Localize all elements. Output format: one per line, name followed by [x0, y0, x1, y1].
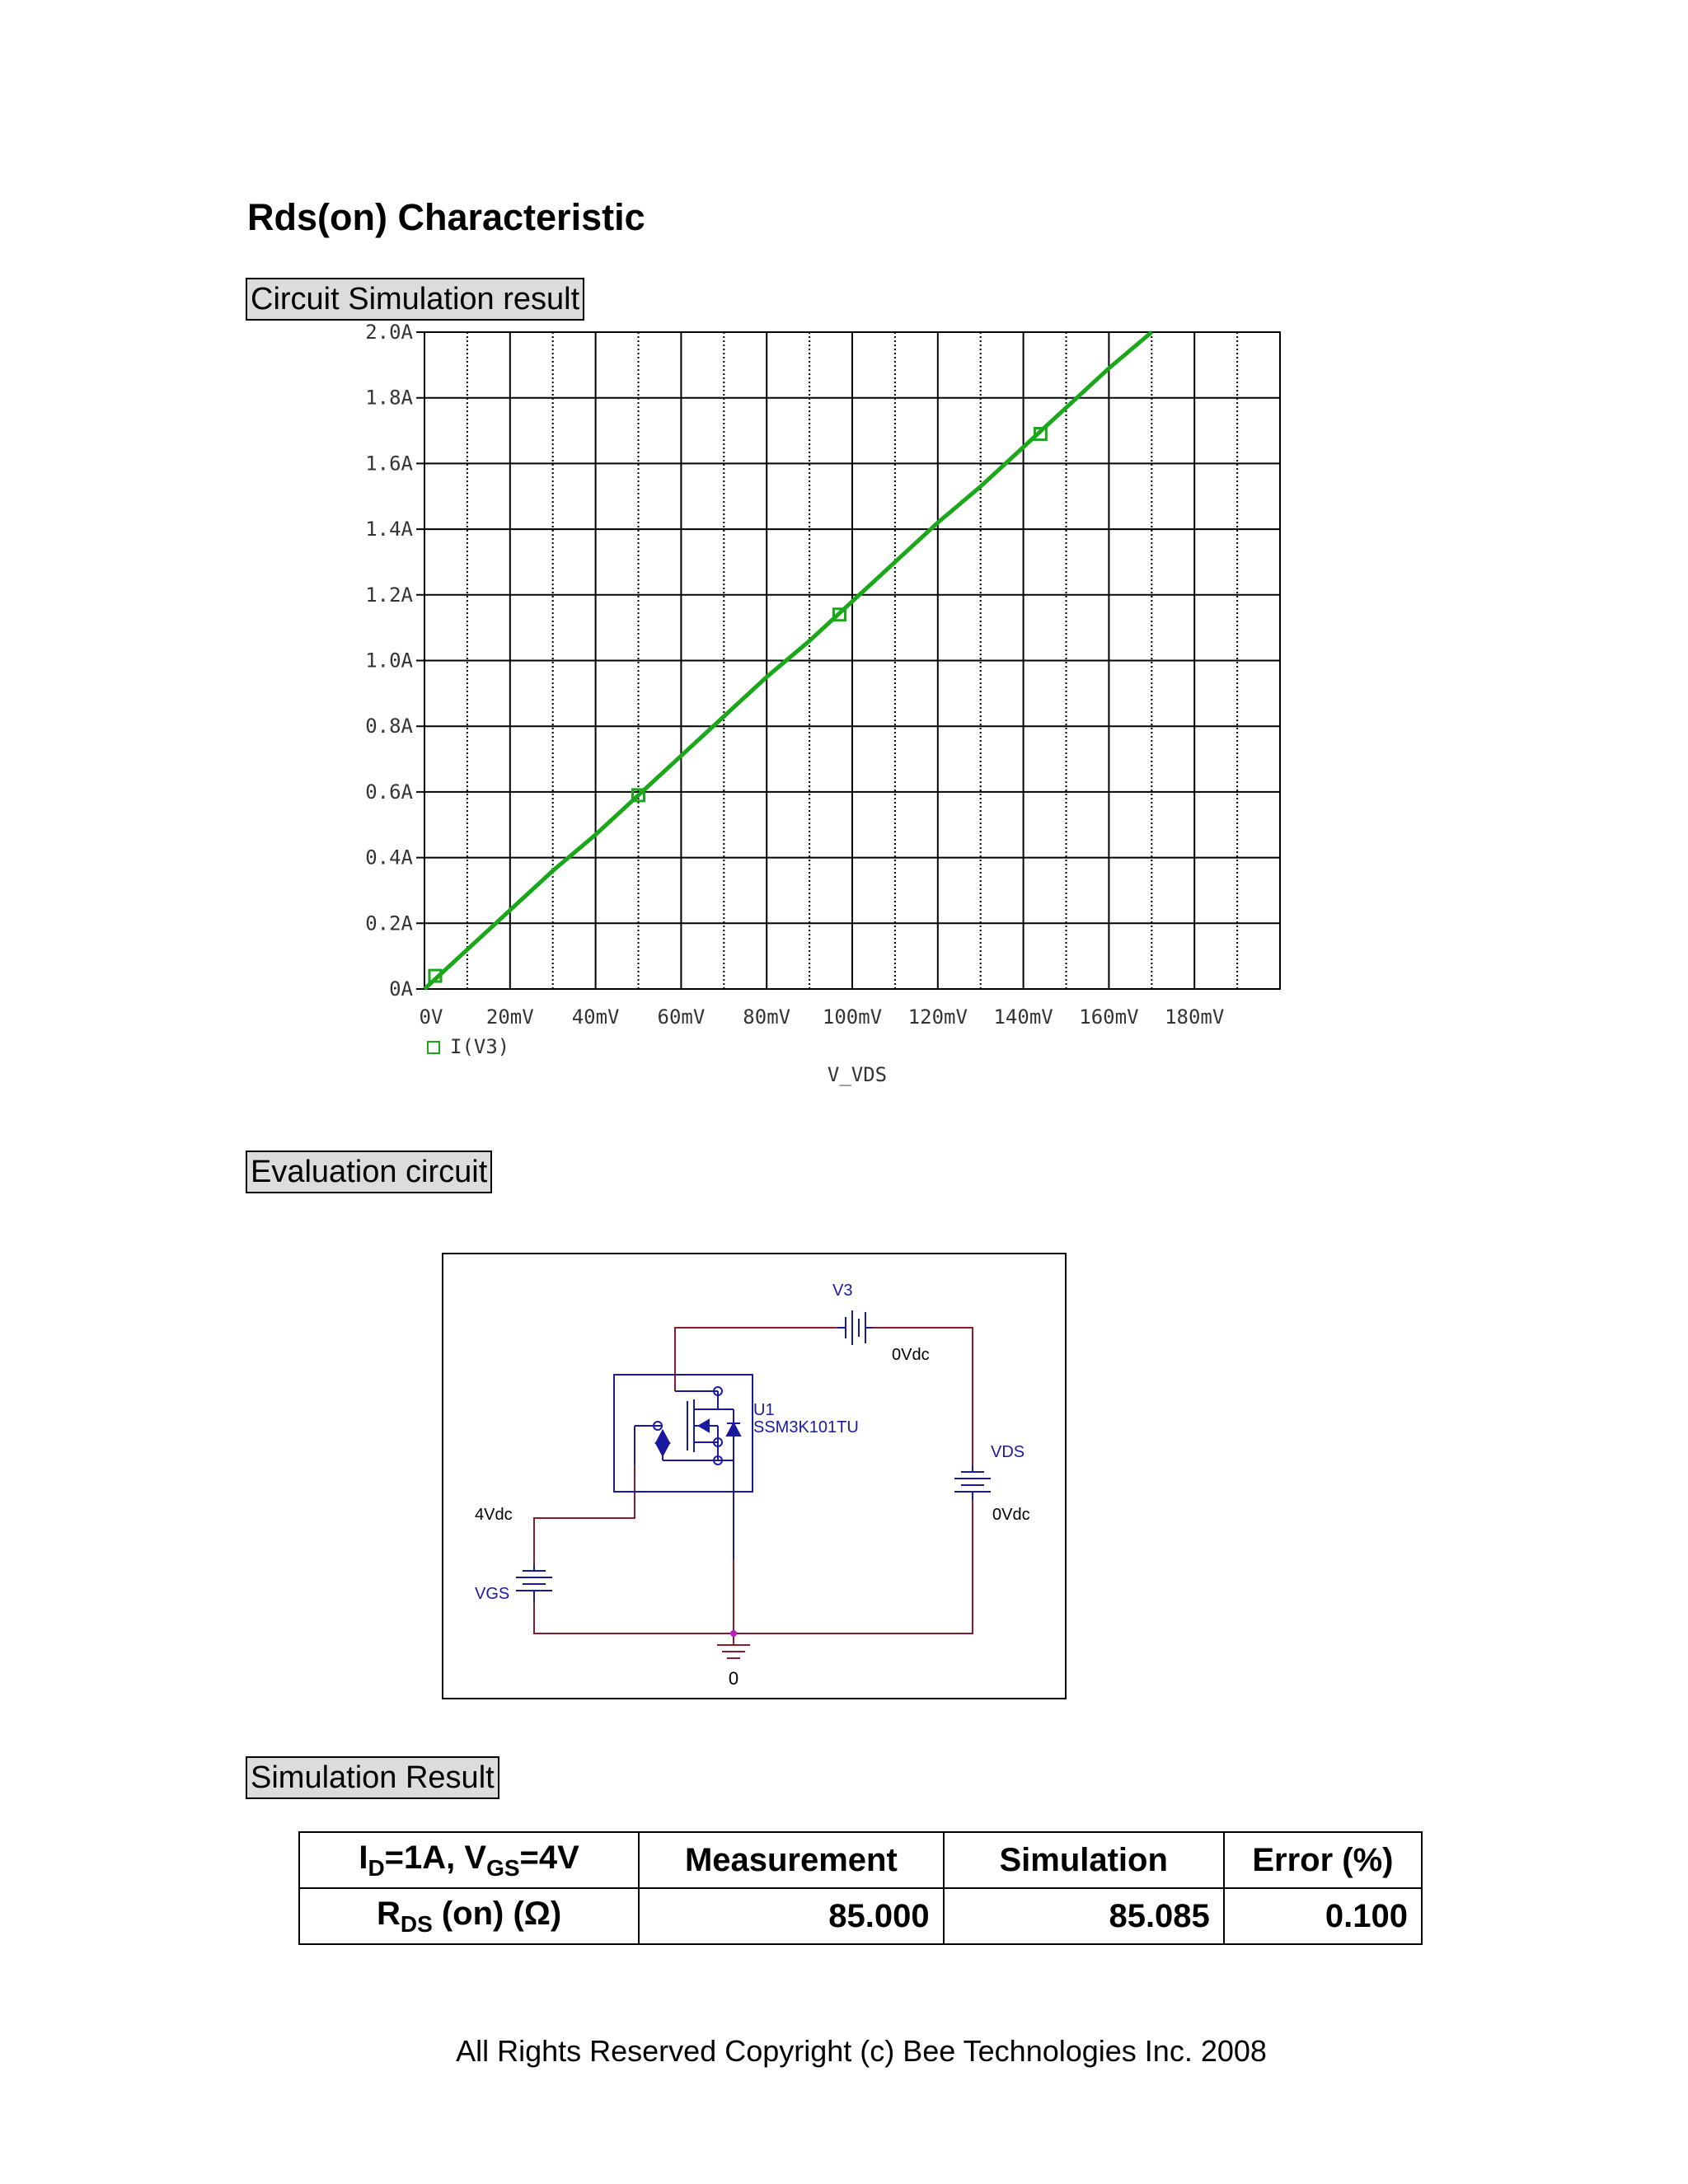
y-tick-label: 0.4A: [365, 846, 413, 869]
y-tick-label: 0.2A: [365, 912, 413, 935]
evaluation-circuit: [442, 1253, 1068, 1703]
y-tick-label: 0A: [389, 977, 413, 1001]
vds-label: VDS: [991, 1443, 1025, 1461]
y-tick-label: 0.6A: [365, 780, 413, 804]
chart-y-tick-labels: [365, 321, 413, 1001]
vgs-value: 4Vdc: [475, 1506, 513, 1524]
row-parameter: $R_{DS}$ (on) (Ω): [299, 1888, 639, 1944]
x-tick-label: 40mV: [571, 1005, 620, 1029]
copyright-footer: All Rights Reserved Copyright (c) Bee Technologies Inc. 2008: [456, 2034, 1267, 2068]
x-tick-label: 160mV: [1079, 1005, 1139, 1029]
header-measurement: Measurement: [639, 1832, 943, 1888]
row-measurement-value: 85.000: [639, 1888, 943, 1944]
chart-x-axis-label: V_VDS: [827, 1063, 888, 1086]
y-tick-label: 1.4A: [365, 518, 413, 541]
ground-node: [730, 1630, 737, 1637]
x-tick-label: 180mV: [1165, 1005, 1225, 1029]
header-condition: $I_D=1A$, $V_{GS}=4V$: [299, 1832, 639, 1888]
section-label-result: Simulation Result: [246, 1756, 499, 1799]
y-tick-label: 1.8A: [365, 386, 413, 410]
row-error-value: 0.100: [1224, 1888, 1422, 1944]
y-tick-label: 0.8A: [365, 715, 413, 738]
x-tick-label: 20mV: [485, 1005, 534, 1029]
header-simulation: Simulation: [944, 1832, 1224, 1888]
y-tick-label: 1.2A: [365, 583, 413, 607]
chart-x-tick-labels: [420, 1005, 1225, 1029]
x-tick-label: 120mV: [907, 1005, 968, 1029]
x-tick-label: 80mV: [743, 1005, 791, 1029]
y-tick-label: 2.0A: [365, 321, 413, 344]
vgs-label: VGS: [475, 1585, 510, 1603]
section-label-evaluation: Evaluation circuit: [246, 1151, 492, 1193]
vds-value: 0Vdc: [992, 1506, 1030, 1524]
section-label-simulation: Circuit Simulation result: [246, 278, 584, 321]
legend-label-i-v3: I(V3): [450, 1035, 510, 1058]
x-tick-label: 0V: [419, 1005, 443, 1029]
ground-symbol: [717, 1633, 750, 1658]
y-tick-label: 1.0A: [365, 649, 413, 673]
simulation-result-table: [298, 1831, 1423, 1945]
header-error: Error (%): [1224, 1832, 1422, 1888]
x-tick-label: 100mV: [822, 1005, 883, 1029]
v3-label: V3: [832, 1282, 853, 1300]
v3-source: [837, 1310, 872, 1345]
chart-legend: [428, 1035, 509, 1058]
x-tick-label: 60mV: [657, 1005, 706, 1029]
y-tick-label: 1.6A: [365, 452, 413, 476]
vgs-source: [516, 1564, 552, 1603]
ground-label: 0: [728, 1668, 739, 1689]
table-header-row: [299, 1832, 1422, 1888]
page-title: Rds(on) Characteristic: [247, 196, 645, 238]
legend-marker-i-v3: [428, 1042, 439, 1053]
rds-on-chart: [313, 313, 1286, 1104]
u1-part: SSM3K101TU: [753, 1418, 859, 1436]
vds-source: [954, 1465, 991, 1500]
chart-grid: [416, 332, 1280, 989]
u1-label: U1: [753, 1401, 775, 1419]
x-tick-label: 140mV: [993, 1005, 1053, 1029]
row-simulation-value: 85.085: [944, 1888, 1224, 1944]
table-row: [299, 1888, 1422, 1944]
v3-value: 0Vdc: [892, 1346, 930, 1364]
